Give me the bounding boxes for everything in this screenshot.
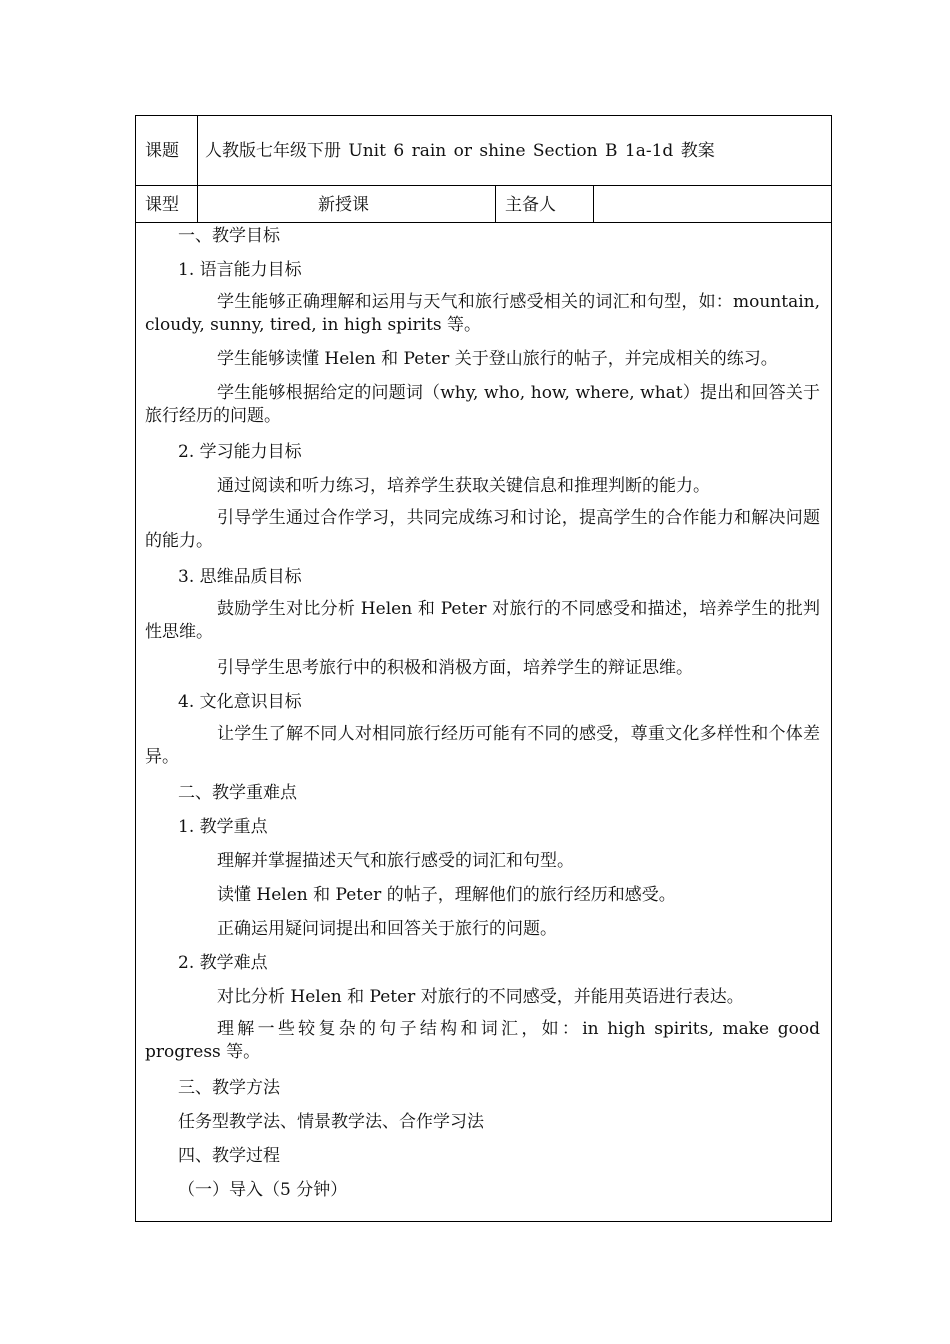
paragraph: 学生能够根据给定的问题词（why, who, how, where, what）提出和回答关于旅行经历的问题。 [145, 383, 820, 426]
subsection-heading: （一）导入（5 分钟） [178, 1180, 348, 1200]
topic-value: 人教版七年级下册 Unit 6 rain or shine Section B 1a-1d 教案 [205, 141, 715, 161]
subsection-heading: 1. 教学重点 [178, 817, 268, 837]
paragraph: 引导学生通过合作学习，共同完成练习和讨论，提高学生的合作能力和解决问题的能力。 [145, 508, 820, 551]
paragraph: 对比分析 Helen 和 Peter 对旅行的不同感受，并能用英语进行表达。 [217, 987, 744, 1007]
paragraph: 鼓励学生对比分析 Helen 和 Peter 对旅行的不同感受和描述，培养学生的批判性思维。 [145, 599, 820, 642]
table-divider [197, 115, 198, 223]
table-divider [135, 185, 832, 186]
paragraph: 任务型教学法、情景教学法、合作学习法 [178, 1112, 484, 1132]
paragraph: 引导学生思考旅行中的积极和消极方面，培养学生的辩证思维。 [217, 658, 693, 678]
section-heading: 四、教学过程 [178, 1146, 280, 1166]
lesson-content [145, 223, 820, 1211]
paragraph: 让学生了解不同人对相同旅行经历可能有不同的感受，尊重文化多样性和个体差异。 [145, 724, 820, 767]
paragraph: 理解一些较复杂的句子结构和词汇，如：in high spirits, make good progress 等。 [145, 1019, 820, 1062]
subsection-heading: 2. 学习能力目标 [178, 442, 302, 462]
paragraph: 学生能够读懂 Helen 和 Peter 关于登山旅行的帖子，并完成相关的练习。 [217, 349, 778, 369]
section-heading: 一、教学目标 [178, 226, 280, 246]
preparer-label: 主备人 [505, 195, 556, 215]
paragraph: 正确运用疑问词提出和回答关于旅行的问题。 [217, 919, 557, 939]
subsection-heading: 3. 思维品质目标 [178, 567, 302, 587]
section-heading: 二、教学重难点 [178, 783, 297, 803]
paragraph: 学生能够正确理解和运用与天气和旅行感受相关的词汇和句型，如：mountain, cloudy, sunny, tired, in high spirits 等。 [145, 292, 820, 335]
subsection-heading: 2. 教学难点 [178, 953, 268, 973]
topic-label: 课题 [145, 141, 179, 161]
paragraph: 通过阅读和听力练习，培养学生获取关键信息和推理判断的能力。 [217, 476, 710, 496]
subsection-heading: 4. 文化意识目标 [178, 692, 302, 712]
type-value: 新授课 [318, 195, 369, 215]
table-divider [495, 185, 496, 222]
section-heading: 三、教学方法 [178, 1078, 280, 1098]
paragraph: 读懂 Helen 和 Peter 的帖子，理解他们的旅行经历和感受。 [217, 885, 676, 905]
table-divider [593, 185, 594, 222]
subsection-heading: 1. 语言能力目标 [178, 260, 302, 280]
paragraph: 理解并掌握描述天气和旅行感受的词汇和句型。 [217, 851, 574, 871]
type-label: 课型 [145, 195, 179, 215]
